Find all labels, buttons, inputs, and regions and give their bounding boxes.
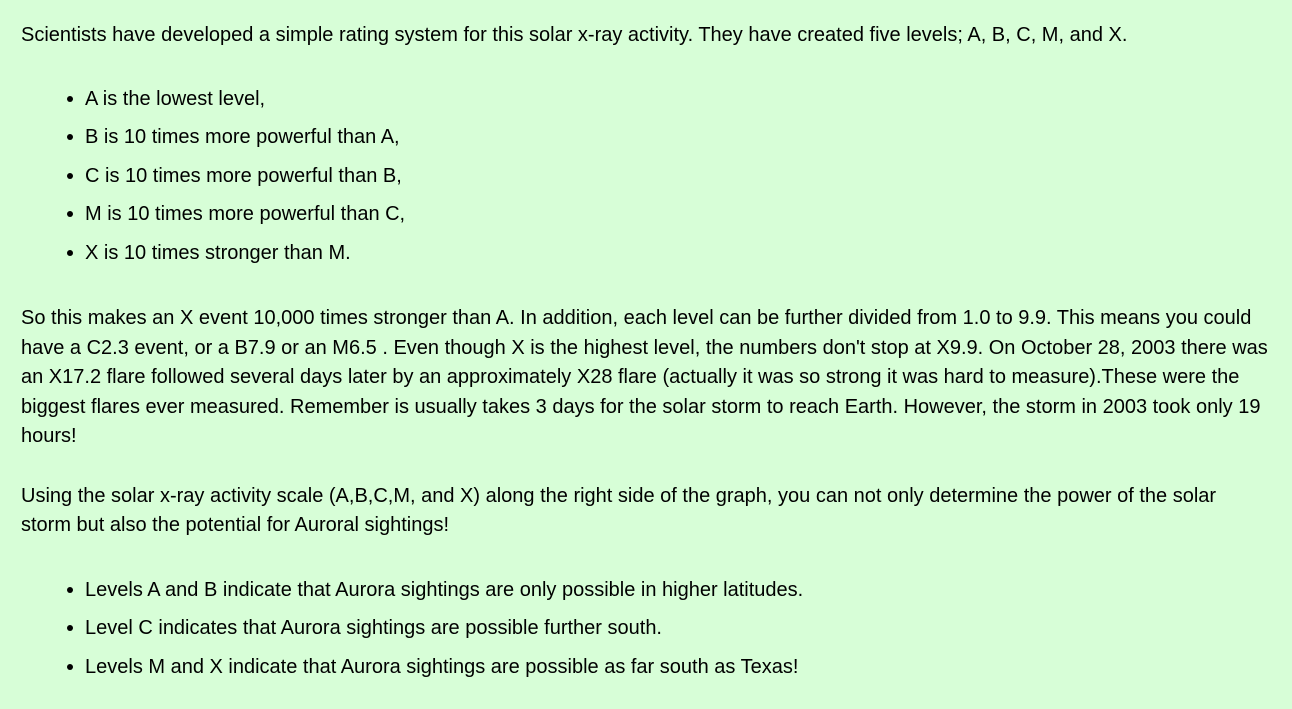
list-item-aurora-c: Level C indicates that Aurora sightings are possible further south. [85, 609, 1270, 648]
aurora-intro-paragraph: Using the solar x-ray activity scale (A,B,C,M, and X) along the right side of the graph, you can not only determine the power of the solar storm but also the potential for Auroral sightings! [21, 484, 1217, 536]
flare-scale-paragraph: So this makes an X event 10,000 times stronger than A. In addition, each level can be further divided from 1.0 to 9.9. This means you could have a C2.3 event, or a B7.9 or an M6.5 . Even though X is the highest level, the numbers don't stop at X9.9. On October 28, 2003 there was an X17.2 flare followed several days later by an approximately X28 flare (actually it was so strong it was hard to measure).These were the biggest flares ever measured. Remember is usually takes 3 days for the solar storm to reach Earth. However, the storm in 2003 took only 19 hours! [21, 307, 1268, 447]
list-item-aurora-ab: Levels A and B indicate that Aurora sightings are only possible in higher latitudes. [85, 571, 1270, 610]
list-item-level-b: B is 10 times more powerful than A, [85, 118, 1270, 157]
list-item-level-a: A is the lowest level, [85, 80, 1270, 119]
list-item-aurora-mx: Levels M and X indicate that Aurora sightings are possible as far south as Texas! [85, 648, 1270, 687]
intro-paragraph: Scientists have developed a simple rating system for this solar x-ray activity. They have created five levels; A, B, C, M, and X. [21, 24, 1128, 46]
list-item-level-m: M is 10 times more powerful than C, [85, 195, 1270, 234]
aurora-list [21, 571, 1270, 687]
list-item-level-c: C is 10 times more powerful than B, [85, 157, 1270, 196]
list-item-level-x: X is 10 times stronger than M. [85, 234, 1270, 273]
levels-list [21, 80, 1270, 273]
